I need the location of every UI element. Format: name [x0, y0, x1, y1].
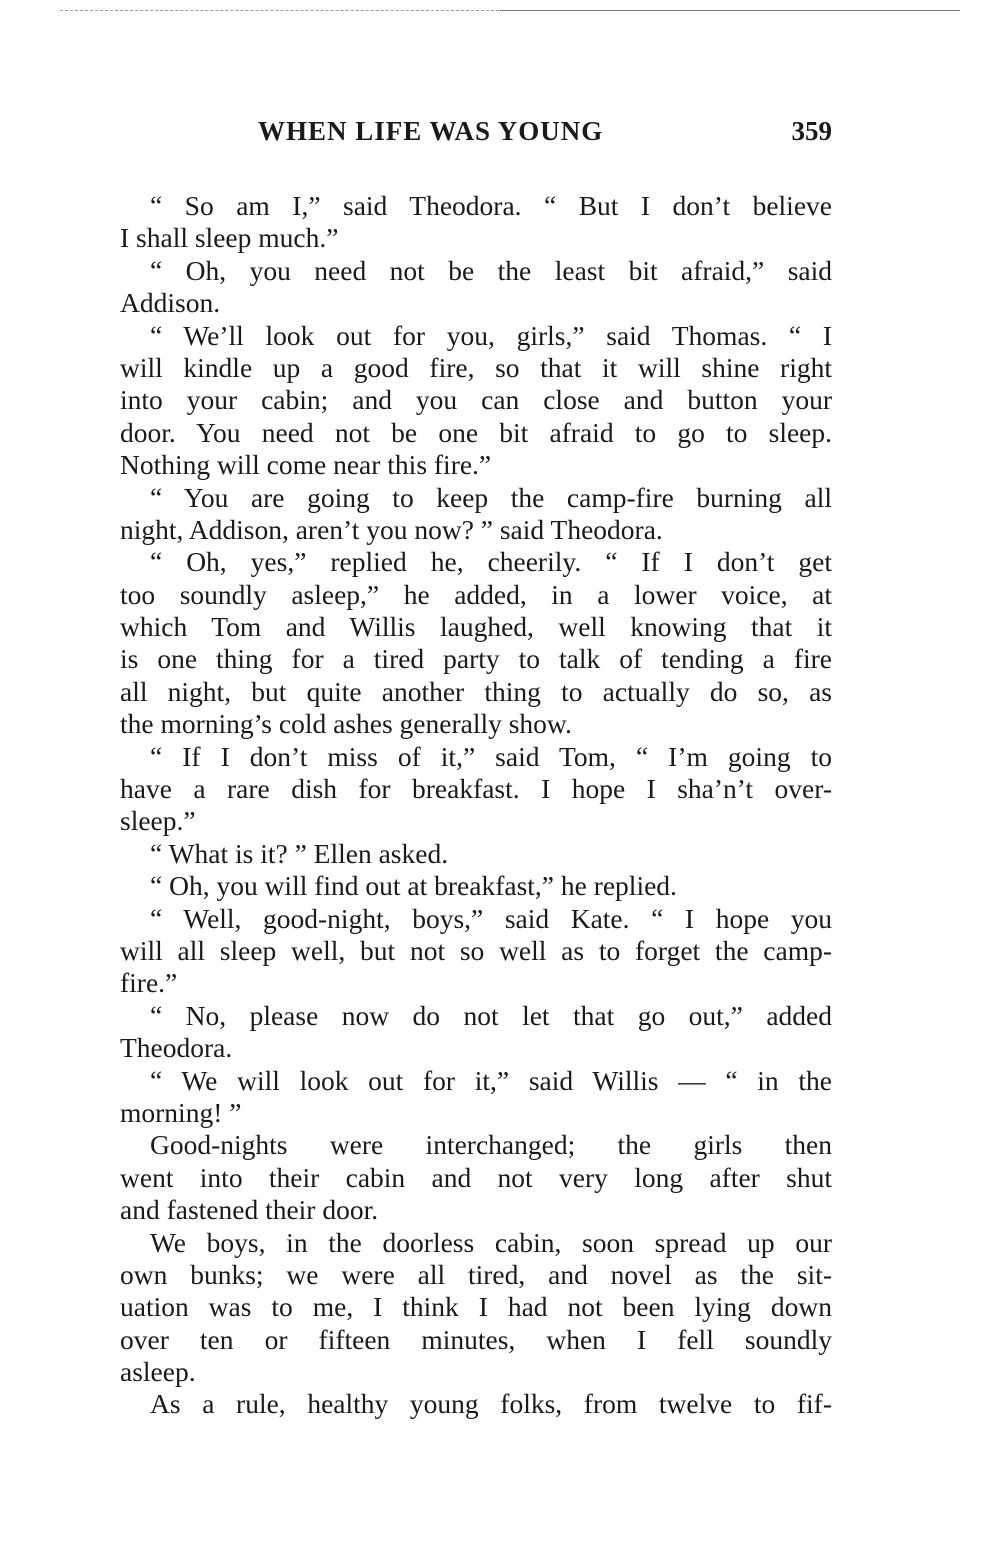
text-line: “ We will look out for it,” said Willis — “ in the: [150, 1064, 832, 1096]
text-line: own bunks; we were all tired, and novel as the sit-: [120, 1258, 832, 1290]
text-line: asleep.: [120, 1356, 196, 1388]
page-number: 359: [791, 116, 832, 146]
text-line: “ If I don’t miss of it,” said Tom, “ I’m going to: [150, 740, 832, 772]
text-line: went into their cabin and not very long after shut: [120, 1161, 832, 1193]
text-line: “ Well, good-night, boys,” said Kate. “ I hope you: [150, 902, 832, 934]
text-line: will kindle up a good fire, so that it will shine right: [120, 351, 832, 383]
text-line: “ No, please now do not let that go out,” added: [150, 999, 832, 1031]
text-line: As a rule, healthy young folks, from twelve to fif-: [150, 1388, 832, 1420]
text-line: have a rare dish for breakfast. I hope I sha’n’t over-: [120, 773, 832, 805]
text-line: night, Addison, aren’t you now? ” said Theodora.: [120, 513, 663, 545]
text-line: sleep.”: [120, 805, 196, 837]
text-line: too soundly asleep,” he added, in a lower voice, at: [120, 578, 832, 610]
text-line: I shall sleep much.”: [120, 222, 339, 254]
text-line: We boys, in the doorless cabin, soon spread up our: [150, 1226, 832, 1258]
text-line: “ So am I,” said Theodora. “ But I don’t believe: [150, 190, 832, 221]
text-line: the morning’s cold ashes generally show.: [120, 708, 572, 740]
text-line: is one thing for a tired party to talk of tending a fire: [120, 643, 832, 675]
text-line: over ten or fifteen minutes, when I fell soundly: [120, 1323, 832, 1355]
top-scan-rule-solid: [500, 10, 960, 11]
text-line: Nothing will come near this fire.”: [120, 449, 492, 481]
text-line: Good-nights were interchanged; the girls then: [150, 1129, 832, 1161]
text-line: “ We’ll look out for you, girls,” said Thomas. “ I: [150, 319, 832, 351]
text-line: Addison.: [120, 287, 221, 319]
text-line: “ Oh, you will find out at breakfast,” he replied.: [150, 870, 677, 902]
text-line: “ You are going to keep the camp-fire burning all: [150, 481, 832, 513]
text-line: “ Oh, yes,” replied he, cheerily. “ If I don’t get: [150, 546, 832, 578]
text-line: all night, but quite another thing to actually do so, as: [120, 675, 832, 707]
running-head: [120, 116, 832, 156]
text-line: Theodora.: [120, 1032, 233, 1064]
text-line: and fastened their door.: [120, 1194, 379, 1226]
body-text: [120, 190, 832, 1421]
text-line: fire.”: [120, 967, 178, 999]
text-line: which Tom and Willis laughed, well knowing that it: [120, 611, 832, 643]
text-line: uation was to me, I think I had not been lying down: [120, 1291, 832, 1323]
text-line: door. You need not be one bit afraid to go to sleep.: [120, 416, 832, 448]
running-title: WHEN LIFE WAS YOUNG: [258, 116, 604, 146]
text-line: will all sleep well, but not so well as to forget the camp-: [120, 934, 832, 966]
text-line: “ Oh, you need not be the least bit afraid,” said: [150, 254, 832, 286]
text-line: into your cabin; and you can close and button your: [120, 384, 832, 416]
text-line: morning! ”: [120, 1096, 242, 1128]
text-line: “ What is it? ” Ellen asked.: [150, 837, 449, 869]
